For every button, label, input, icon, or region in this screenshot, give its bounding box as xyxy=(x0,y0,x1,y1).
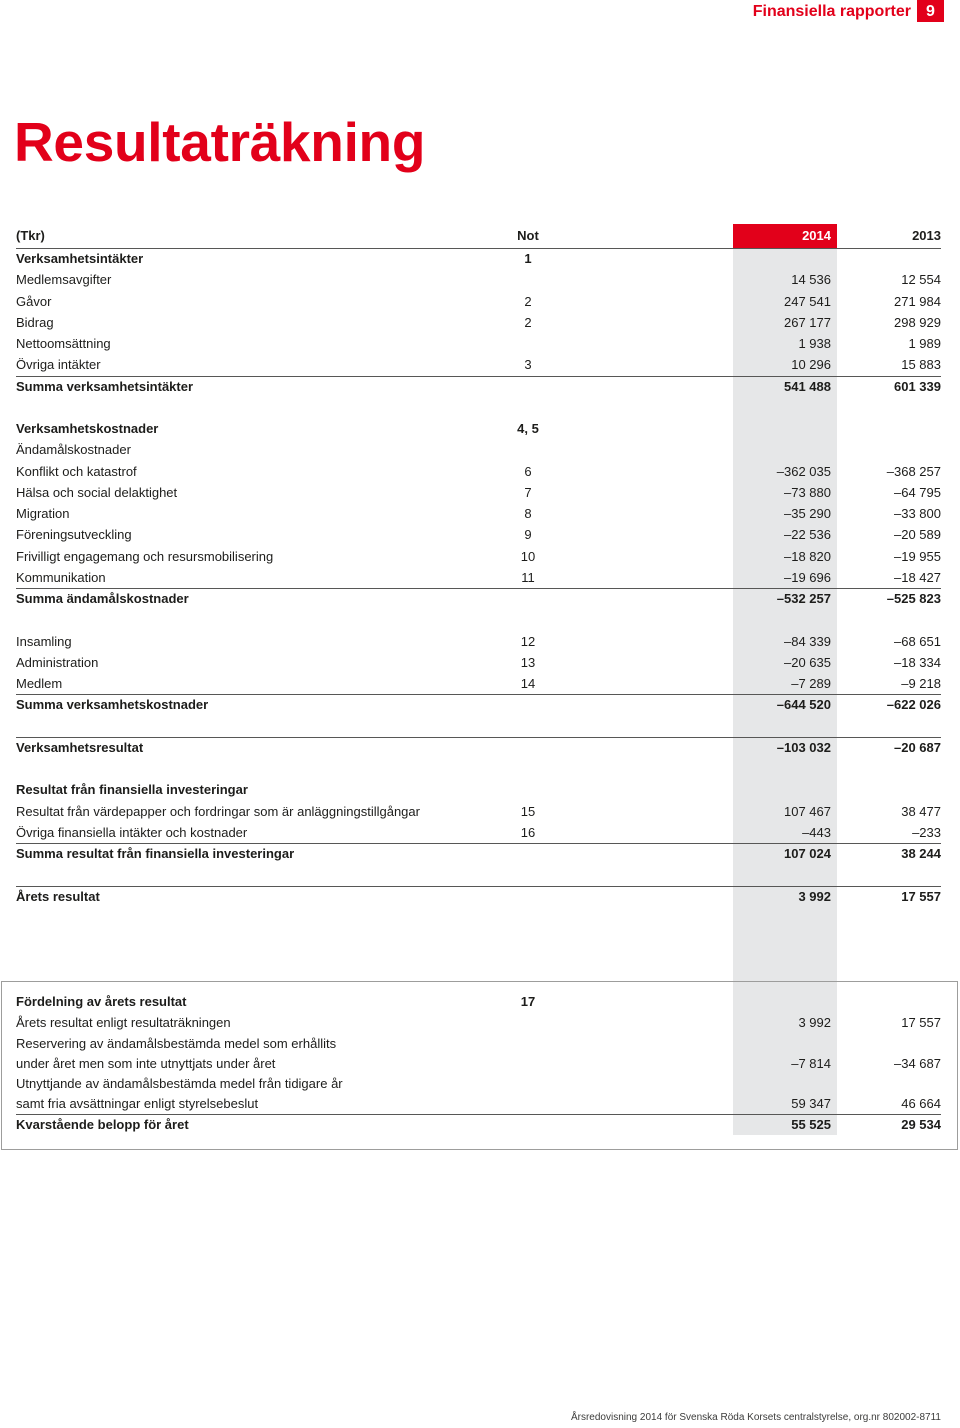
total-row-financial xyxy=(16,843,941,864)
column-header-2014: 2014 xyxy=(802,228,831,243)
row-value-2013: –9 218 xyxy=(901,676,941,691)
row-label: Summa verksamhetskostnader xyxy=(16,697,209,713)
row-label: Medlemsavgifter xyxy=(16,272,112,288)
row-value-2014: 247 541 xyxy=(784,293,831,309)
row-value-2013: 298 929 xyxy=(894,314,941,330)
row-value-2013: –20 589 xyxy=(894,527,941,543)
row-value-2013: 15 883 xyxy=(901,357,941,373)
row-value-2014: –20 635 xyxy=(784,654,831,670)
row-value-2013: 12 554 xyxy=(901,272,941,288)
row-label: Insamling xyxy=(16,633,72,649)
row-value-2014: –443 xyxy=(802,824,831,840)
row-value-2014: –532 257 xyxy=(776,591,831,606)
row-label: Verksamhetsintäkter xyxy=(16,251,144,266)
row-value-2014: 107 024 xyxy=(784,846,831,861)
row-value-2013: –622 026 xyxy=(886,697,941,713)
row-note: 12 xyxy=(520,633,536,649)
row-note: 16 xyxy=(520,824,536,840)
row-value-2014: –362 035 xyxy=(776,463,831,479)
row-label: Summa resultat från finansiella investeringar xyxy=(16,846,295,861)
net-result-row xyxy=(16,886,941,907)
row-value-2013: –525 823 xyxy=(886,591,941,606)
spacer xyxy=(16,864,941,885)
row-value-2014: –19 696 xyxy=(784,569,831,585)
table-row xyxy=(16,1074,941,1114)
section-title: Finansiella rapporter xyxy=(752,3,911,20)
row-label: Nettoomsättning xyxy=(16,336,111,351)
row-value-2013: –68 651 xyxy=(894,633,941,649)
section-heading-revenue xyxy=(16,248,941,269)
row-note: 8 xyxy=(524,506,532,521)
section-heading-expenses xyxy=(16,418,941,439)
row-value-2014: –644 520 xyxy=(776,697,831,713)
row-value-2014: –18 820 xyxy=(784,548,831,564)
row-value-2013: –18 334 xyxy=(894,654,941,670)
row-note: 10 xyxy=(520,548,536,564)
row-value-2013: –18 427 xyxy=(894,569,941,585)
spacer xyxy=(16,716,941,737)
row-value-2014: –22 536 xyxy=(784,527,831,543)
row-value-2014: –7 289 xyxy=(791,676,831,691)
row-value-2013: 38 244 xyxy=(901,846,941,861)
row-value-2013: 38 477 xyxy=(901,803,941,819)
row-value-2013: –20 687 xyxy=(894,739,941,755)
row-label xyxy=(16,1034,336,1074)
row-label: Administration xyxy=(16,654,99,670)
row-label: Föreningsutveckling xyxy=(16,527,132,543)
row-value-2014: –84 339 xyxy=(784,633,831,649)
row-value-2013: –368 257 xyxy=(886,463,941,479)
row-value-2013: 29 534 xyxy=(901,1116,941,1132)
row-note: 7 xyxy=(524,484,532,500)
row-label: Medlem xyxy=(16,676,63,691)
table-row xyxy=(16,333,941,354)
row-label: Bidrag xyxy=(16,314,54,330)
table-row xyxy=(16,631,941,652)
section-heading-financial xyxy=(16,779,941,800)
operating-result-row xyxy=(16,737,941,758)
row-value-2013: 271 984 xyxy=(894,293,941,309)
row-value-2013: –64 795 xyxy=(894,484,941,500)
row-value-2014: –35 290 xyxy=(784,506,831,521)
row-value-2014: 107 467 xyxy=(784,803,831,819)
row-value-2014: –103 032 xyxy=(776,739,831,755)
row-label: Gåvor xyxy=(16,293,52,309)
row-value-2014: 3 992 xyxy=(798,1015,831,1031)
row-note: 2 xyxy=(524,314,532,330)
row-label-line: Utnyttjande av ändamålsbestämda medel från tidigare år xyxy=(16,1075,343,1091)
row-value-2014: 1 938 xyxy=(798,336,831,351)
section-heading-distribution xyxy=(16,991,941,1012)
row-label: Resultat från värdepapper och fordringar som är anläggningstillgångar xyxy=(16,803,420,819)
column-header-unit: (Tkr) xyxy=(16,228,45,243)
table-row xyxy=(16,801,941,822)
table-row xyxy=(16,546,941,567)
row-label: Hälsa och social delaktighet xyxy=(16,484,178,500)
table-row xyxy=(16,567,941,588)
row-value-2013: 46 664 xyxy=(901,1095,941,1111)
row-label: Kommunikation xyxy=(16,569,106,585)
row-label: Årets resultat xyxy=(16,888,100,904)
column-header-2013: 2013 xyxy=(912,228,941,243)
row-label: Kvarstående belopp för året xyxy=(16,1116,189,1132)
row-note: 4, 5 xyxy=(517,421,539,436)
row-note: 11 xyxy=(521,569,535,585)
distribution-table xyxy=(16,991,941,1135)
row-value-2013: 601 339 xyxy=(894,378,941,394)
row-label: Frivilligt engagemang och resursmobilisering xyxy=(16,548,274,564)
row-label: Summa verksamhetsintäkter xyxy=(16,378,194,394)
row-value-2014: 59 347 xyxy=(791,1095,831,1111)
row-value-2014: 55 525 xyxy=(791,1116,831,1132)
total-row-expenses xyxy=(16,694,941,715)
row-value-2014: 541 488 xyxy=(784,378,831,394)
column-header-note: Not xyxy=(517,228,539,243)
row-label: Migration xyxy=(16,506,70,521)
spacer xyxy=(16,609,941,630)
subsection-heading-purpose xyxy=(16,439,941,460)
table-row xyxy=(16,524,941,545)
row-label-line: Reservering av ändamålsbestämda medel som erhållits xyxy=(16,1035,337,1051)
row-value-2014: –73 880 xyxy=(784,484,831,500)
row-label: Ändamålskostnader xyxy=(16,442,131,458)
spacer xyxy=(16,758,941,779)
row-note: 9 xyxy=(524,527,532,543)
row-note: 3 xyxy=(524,357,532,373)
total-row-revenue xyxy=(16,376,941,397)
row-label: Årets resultat enligt resultaträkningen xyxy=(16,1015,231,1031)
table-row xyxy=(16,482,941,503)
row-value-2013: –34 687 xyxy=(894,1055,941,1071)
spacer xyxy=(16,397,941,418)
row-label: Fördelning av årets resultat xyxy=(16,994,187,1009)
table-row xyxy=(16,291,941,312)
row-note: 6 xyxy=(524,463,532,479)
row-value-2014: 3 992 xyxy=(798,888,831,904)
row-value-2013: 17 557 xyxy=(901,1015,941,1031)
row-value-2013: 1 989 xyxy=(908,336,941,351)
row-label: Summa ändamålskostnader xyxy=(16,591,189,606)
row-label: Övriga intäkter xyxy=(16,357,101,373)
row-note: 17 xyxy=(520,994,536,1009)
page-title: Resultaträkning xyxy=(14,111,426,173)
table-row xyxy=(16,269,941,290)
total-row-distribution xyxy=(16,1114,941,1135)
row-value-2014: 267 177 xyxy=(784,314,831,330)
row-value-2013: –33 800 xyxy=(894,506,941,521)
table-row xyxy=(16,503,941,524)
row-value-2013: –19 955 xyxy=(894,548,941,564)
row-label-line: samt fria avsättningar enligt styrelsebeslut xyxy=(16,1095,259,1111)
row-value-2014: 14 536 xyxy=(791,272,831,288)
row-note: 15 xyxy=(520,803,536,819)
table-row xyxy=(16,1012,941,1033)
row-value-2013: 17 557 xyxy=(901,888,941,904)
row-value-2013: –233 xyxy=(912,824,941,840)
row-value-2014: –7 814 xyxy=(791,1055,831,1071)
table-header-row xyxy=(16,224,941,248)
row-label: Resultat från finansiella investeringar xyxy=(16,782,248,798)
row-label: Verksamhetskostnader xyxy=(16,421,159,436)
table-row xyxy=(16,822,941,843)
row-label xyxy=(16,1074,343,1114)
table-row xyxy=(16,1034,941,1074)
table-row xyxy=(16,673,941,694)
row-label: Konflikt och katastrof xyxy=(16,463,137,479)
page-footer: Årsredovisning 2014 för Svenska Röda Korsets centralstyrelse, org.nr 802002-8711 xyxy=(570,1412,941,1423)
row-note: 2 xyxy=(524,293,532,309)
row-note: 13 xyxy=(520,654,536,670)
income-statement-table xyxy=(16,224,941,907)
table-row xyxy=(16,312,941,333)
page-number-badge: 9 xyxy=(917,0,944,22)
total-row-purpose-costs xyxy=(16,588,941,609)
table-row xyxy=(16,461,941,482)
row-label: Övriga finansiella intäkter och kostnader xyxy=(16,824,248,840)
row-label-line: under året men som inte utnyttjats under året xyxy=(16,1055,276,1071)
table-row xyxy=(16,652,941,673)
row-note: 14 xyxy=(520,676,536,691)
row-note: 1 xyxy=(524,251,532,266)
table-row xyxy=(16,354,941,375)
row-value-2014: 10 296 xyxy=(791,357,831,373)
row-label: Verksamhetsresultat xyxy=(16,739,144,755)
